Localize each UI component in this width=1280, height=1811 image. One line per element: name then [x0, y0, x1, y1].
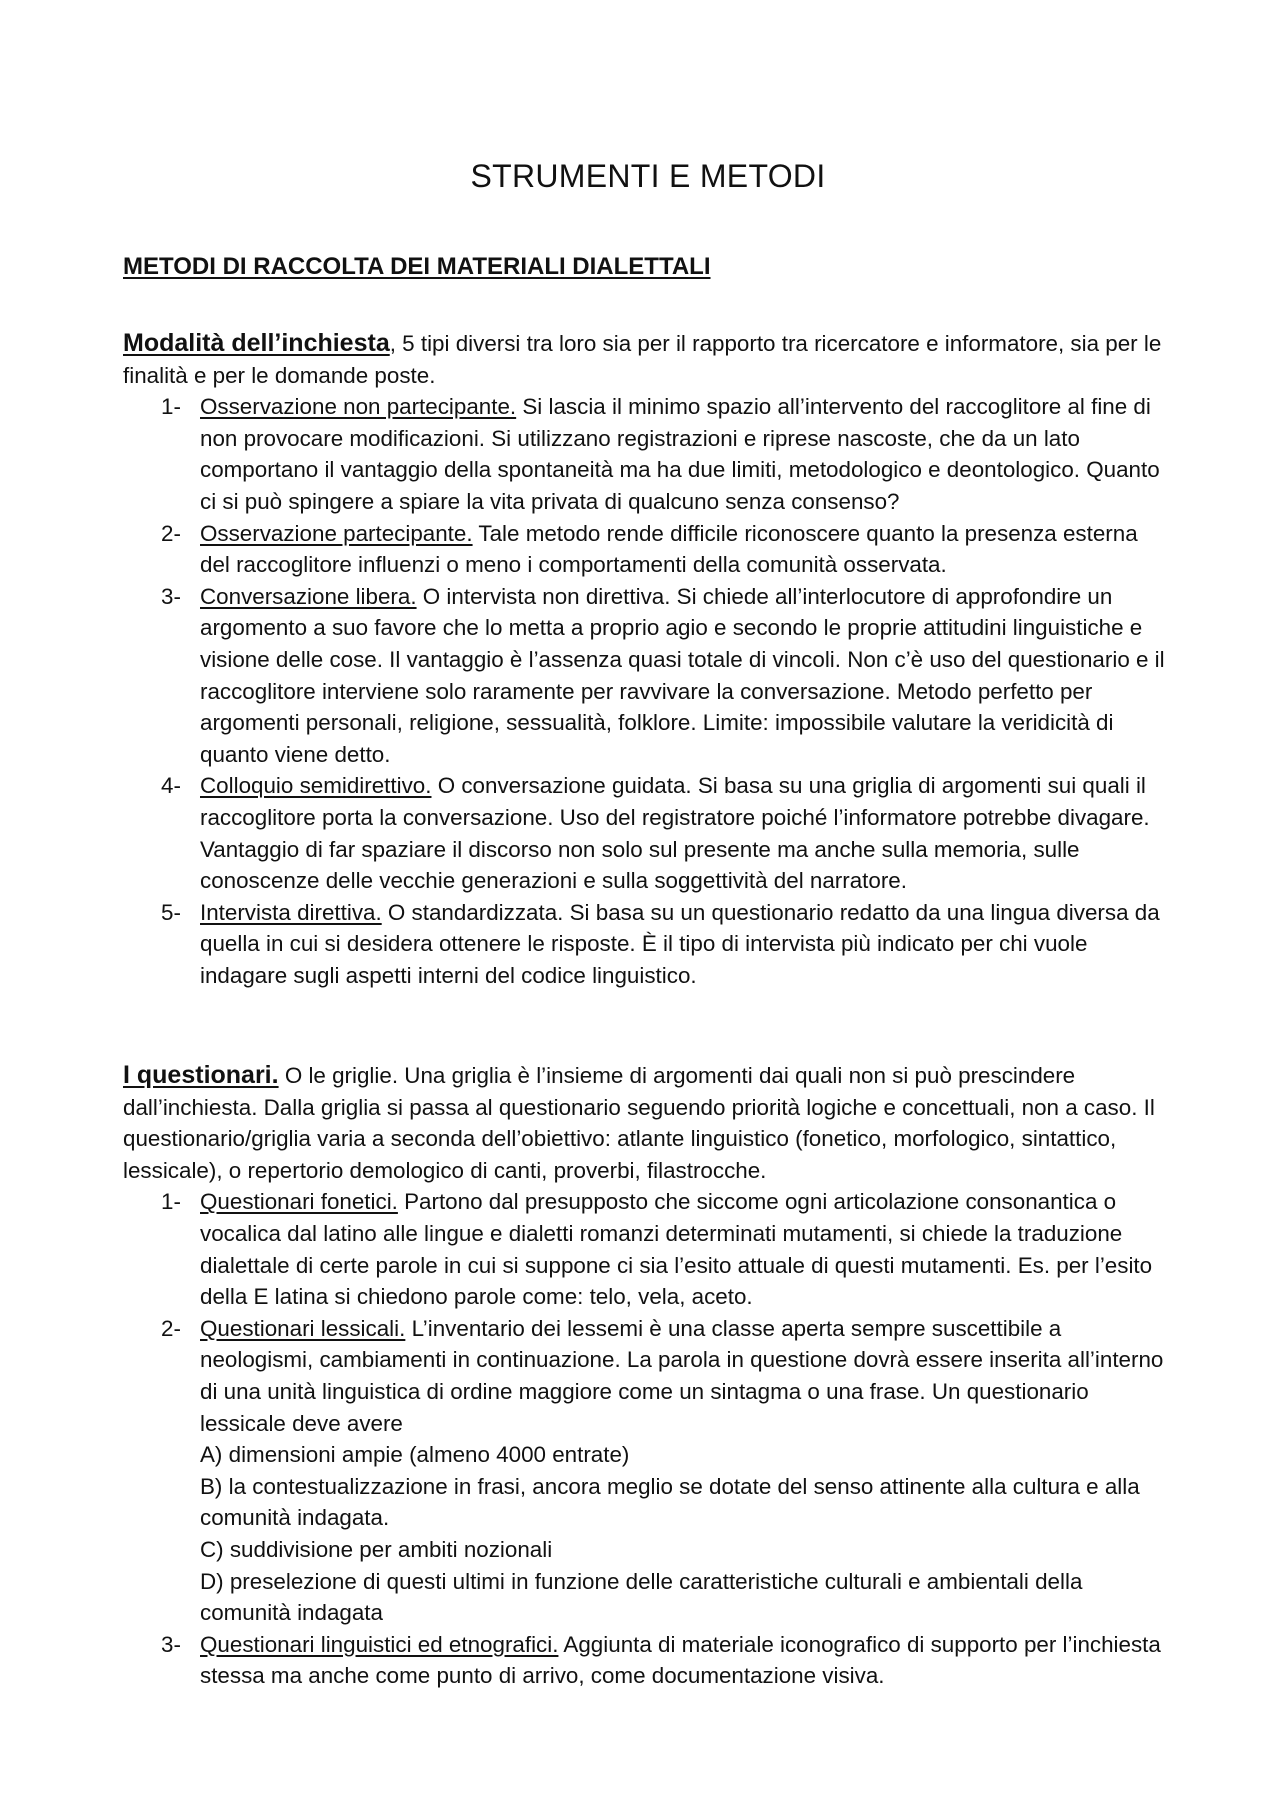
modalita-lead-title: Modalità dell’inchiesta: [123, 329, 390, 357]
questionari-lead-text: O le griglie. Una griglia è l’insieme di argomenti dai quali non si può prescindere dall’inchiesta. Dalla griglia si passa al questionario seguendo priorità logiche e concettuali, non a caso. Il questionario/griglia varia a seconda dell’obiettivo: atlante linguistico (fonetico, morfologico, sintattico, lessicale), o repertorio demologico di canti, proverbi, filastrocche.: [123, 1063, 1155, 1183]
list-item: [123, 581, 1173, 771]
item-title: Conversazione libera.: [200, 583, 417, 609]
item-text: Si lascia il minimo spazio all’intervento del raccoglitore al fine di non provocare modificazioni. Si utilizzano registrazioni e riprese nascoste, che da un lato comportano il vantaggio della spontaneità ma ha due limiti, metodologico e deontologico. Quanto ci si può spingere a spiare la vita privata di qualcuno senza consenso?: [200, 394, 1160, 514]
item-title: Intervista direttiva.: [200, 899, 382, 925]
questionari-lead-title: I questionari.: [123, 1061, 279, 1089]
item-title: Osservazione non partecipante.: [200, 394, 517, 420]
item-title: Questionari linguistici ed etnografici.: [200, 1631, 559, 1657]
list-item: [123, 1629, 1173, 1692]
subitem: D) preselezione di questi ultimi in funzione delle caratteristiche culturali e ambientali della comunità indagata: [200, 1568, 1083, 1626]
item-title: Questionari lessicali.: [200, 1315, 406, 1341]
list-item: [123, 770, 1173, 896]
item-text: L’inventario dei lessemi è una classe aperta sempre suscettibile a neologismi, cambiamenti in continuazione. La parola in questione dovrà essere inserita all’interno di una unità linguistica di ordine maggiore come un sintagma o una frase. Un questionario lessicale deve avere: [200, 1315, 1164, 1436]
item-number: 4-: [161, 773, 181, 799]
modalita-lead-paragraph: [123, 328, 1173, 391]
modalita-lead-text: , 5 tipi diversi tra loro sia per il rapporto tra ricercatore e informatore, sia per le finalità e per le domande poste.: [123, 331, 1162, 388]
section-heading: METODI DI RACCOLTA DEI MATERIALI DIALETTALI: [123, 253, 711, 280]
list-item: [123, 518, 1173, 581]
item-title: Osservazione partecipante.: [200, 520, 473, 546]
item-title: Colloquio semidirettivo.: [200, 773, 432, 799]
list-item: [123, 391, 1173, 517]
item-text: Aggiunta di materiale iconografico di supporto per l’inchiesta stessa ma anche come punto di arrivo, come documentazione visiva.: [200, 1631, 1161, 1689]
list-item: [123, 1186, 1173, 1312]
item-number: 1-: [161, 1189, 181, 1215]
modalita-section: [123, 328, 1173, 991]
item-number: 5-: [161, 899, 181, 925]
item-text: O conversazione guidata. Si basa su una griglia di argomenti sui quali il raccoglitore porta la conversazione. Uso del registratore poiché l’informatore potrebbe divagare. Vantaggio di far spaziare il discorso non solo sul presente ma anche sulla memoria, sulle conoscenze delle vecchie generazioni e sulla soggettività del narratore.: [200, 773, 1150, 894]
item-number: 2-: [161, 1315, 181, 1341]
item-number: 2-: [161, 520, 181, 546]
questionari-section: [123, 1060, 1173, 1692]
list-item: [123, 1313, 1173, 1629]
subitem: C) suddivisione per ambiti nozionali: [200, 1536, 553, 1562]
questionari-lead-paragraph: [123, 1060, 1173, 1186]
item-text: O intervista non direttiva. Si chiede all’interlocutore di approfondire un argomento a suo favore che lo metta a proprio agio e secondo le proprie attitudini linguistiche e visione delle cose. Il vantaggio è l’assenza quasi totale di vincoli. Non c’è uso del questionario e il raccoglitore interviene solo raramente per ravvivare la conversazione. Metodo perfetto per argomenti personali, religione, sessualità, folklore. Limite: impossibile valutare la veridicità di quanto viene detto.: [200, 583, 1165, 767]
questionari-list: [123, 1186, 1173, 1692]
item-title: Questionari fonetici.: [200, 1189, 398, 1215]
subitem: B) la contestualizzazione in frasi, ancora meglio se dotate del senso attinente alla cultura e alla comunità indagata.: [200, 1473, 1140, 1531]
modalita-list: [123, 391, 1173, 991]
item-text: Partono dal presupposto che siccome ogni articolazione consonantica o vocalica dal latino alle lingue e dialetti romanzi determinati mutamenti, si chiede la traduzione dialettale di certe parole in cui si suppone ci sia l’esito attuale di questi mutamenti. Es. per l’esito della E latina si chiedono parole come: telo, vela, aceto.: [200, 1189, 1153, 1310]
item-number: 3-: [161, 1631, 181, 1657]
item-number: 3-: [161, 583, 181, 609]
subitem: A) dimensioni ampie (almeno 4000 entrate): [200, 1442, 630, 1468]
item-text: Tale metodo rende difficile riconoscere quanto la presenza esterna del raccoglitore influenzi o meno i comportamenti della comunità osservata.: [200, 520, 1138, 578]
page-title: STRUMENTI E METODI: [470, 158, 826, 194]
item-text: O standardizzata. Si basa su un questionario redatto da una lingua diversa da quella in cui si desidera ottenere le risposte. È il tipo di intervista più indicato per chi vuole indagare sugli aspetti interni del codice linguistico.: [200, 899, 1160, 988]
item-number: 1-: [161, 394, 181, 420]
list-item: [123, 897, 1173, 992]
